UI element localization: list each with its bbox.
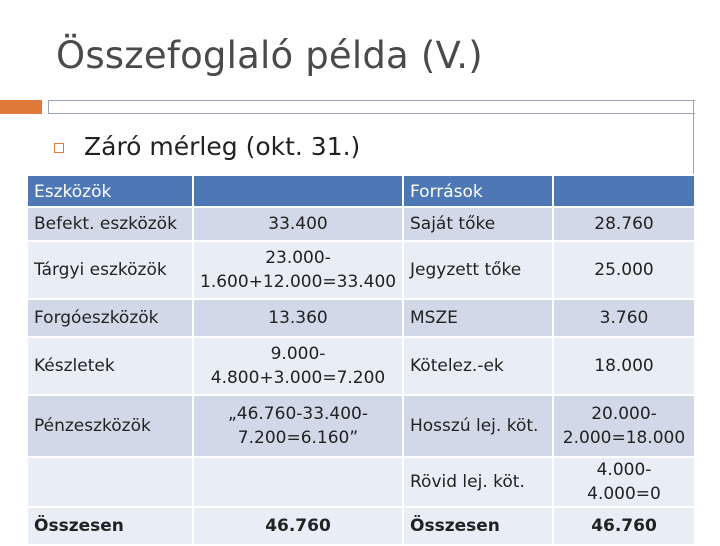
table-row xyxy=(27,457,695,507)
asset-value xyxy=(193,457,403,507)
header-cell-empty xyxy=(553,175,695,207)
asset-label: Pénzeszközök xyxy=(27,395,193,457)
asset-value: 33.400 xyxy=(193,207,403,241)
table-row xyxy=(27,395,695,457)
header-cell-assets: Eszközök xyxy=(27,175,193,207)
source-value: 25.000 xyxy=(553,241,695,299)
header-cell-sources: Források xyxy=(403,175,553,207)
source-label: Rövid lej. köt. xyxy=(403,457,553,507)
asset-value: 9.000- 4.800+3.000=7.200 xyxy=(193,337,403,395)
header-cell-empty xyxy=(193,175,403,207)
source-label: Saját tőke xyxy=(403,207,553,241)
asset-label: Forgóeszközök xyxy=(27,299,193,337)
source-label: Kötelez.-ek xyxy=(403,337,553,395)
source-label: Hosszú lej. köt. xyxy=(403,395,553,457)
source-value: 20.000- 2.000=18.000 xyxy=(553,395,695,457)
source-value: 3.760 xyxy=(553,299,695,337)
asset-value: 13.360 xyxy=(193,299,403,337)
title-rule xyxy=(48,100,695,114)
accent-bar xyxy=(0,100,42,114)
slide-title: Összefoglaló példa (V.) xyxy=(56,34,483,77)
source-value: 28.760 xyxy=(553,207,695,241)
table-row xyxy=(27,207,695,241)
asset-label: Befekt. eszközök xyxy=(27,207,193,241)
asset-label: Tárgyi eszközök xyxy=(27,241,193,299)
table-row xyxy=(27,337,695,395)
asset-value: 23.000- 1.600+12.000=33.400 xyxy=(193,241,403,299)
balance-sheet-table xyxy=(26,174,696,546)
total-label: Összesen xyxy=(27,507,193,545)
slide-subtitle: Záró mérleg (okt. 31.) xyxy=(84,132,361,161)
asset-label: Készletek xyxy=(27,337,193,395)
table-row xyxy=(27,299,695,337)
source-value: 4.000-4.000=0 xyxy=(553,457,695,507)
asset-value: „46.760-33.400- 7.200=6.160” xyxy=(193,395,403,457)
total-value: 46.760 xyxy=(553,507,695,545)
source-label: Jegyzett tőke xyxy=(403,241,553,299)
table-total-row xyxy=(27,507,695,545)
bullet-square-icon xyxy=(54,143,64,153)
total-label: Összesen xyxy=(403,507,553,545)
asset-label xyxy=(27,457,193,507)
source-label: MSZE xyxy=(403,299,553,337)
source-value: 18.000 xyxy=(553,337,695,395)
total-value: 46.760 xyxy=(193,507,403,545)
table-row xyxy=(27,241,695,299)
table-header-row xyxy=(27,175,695,207)
